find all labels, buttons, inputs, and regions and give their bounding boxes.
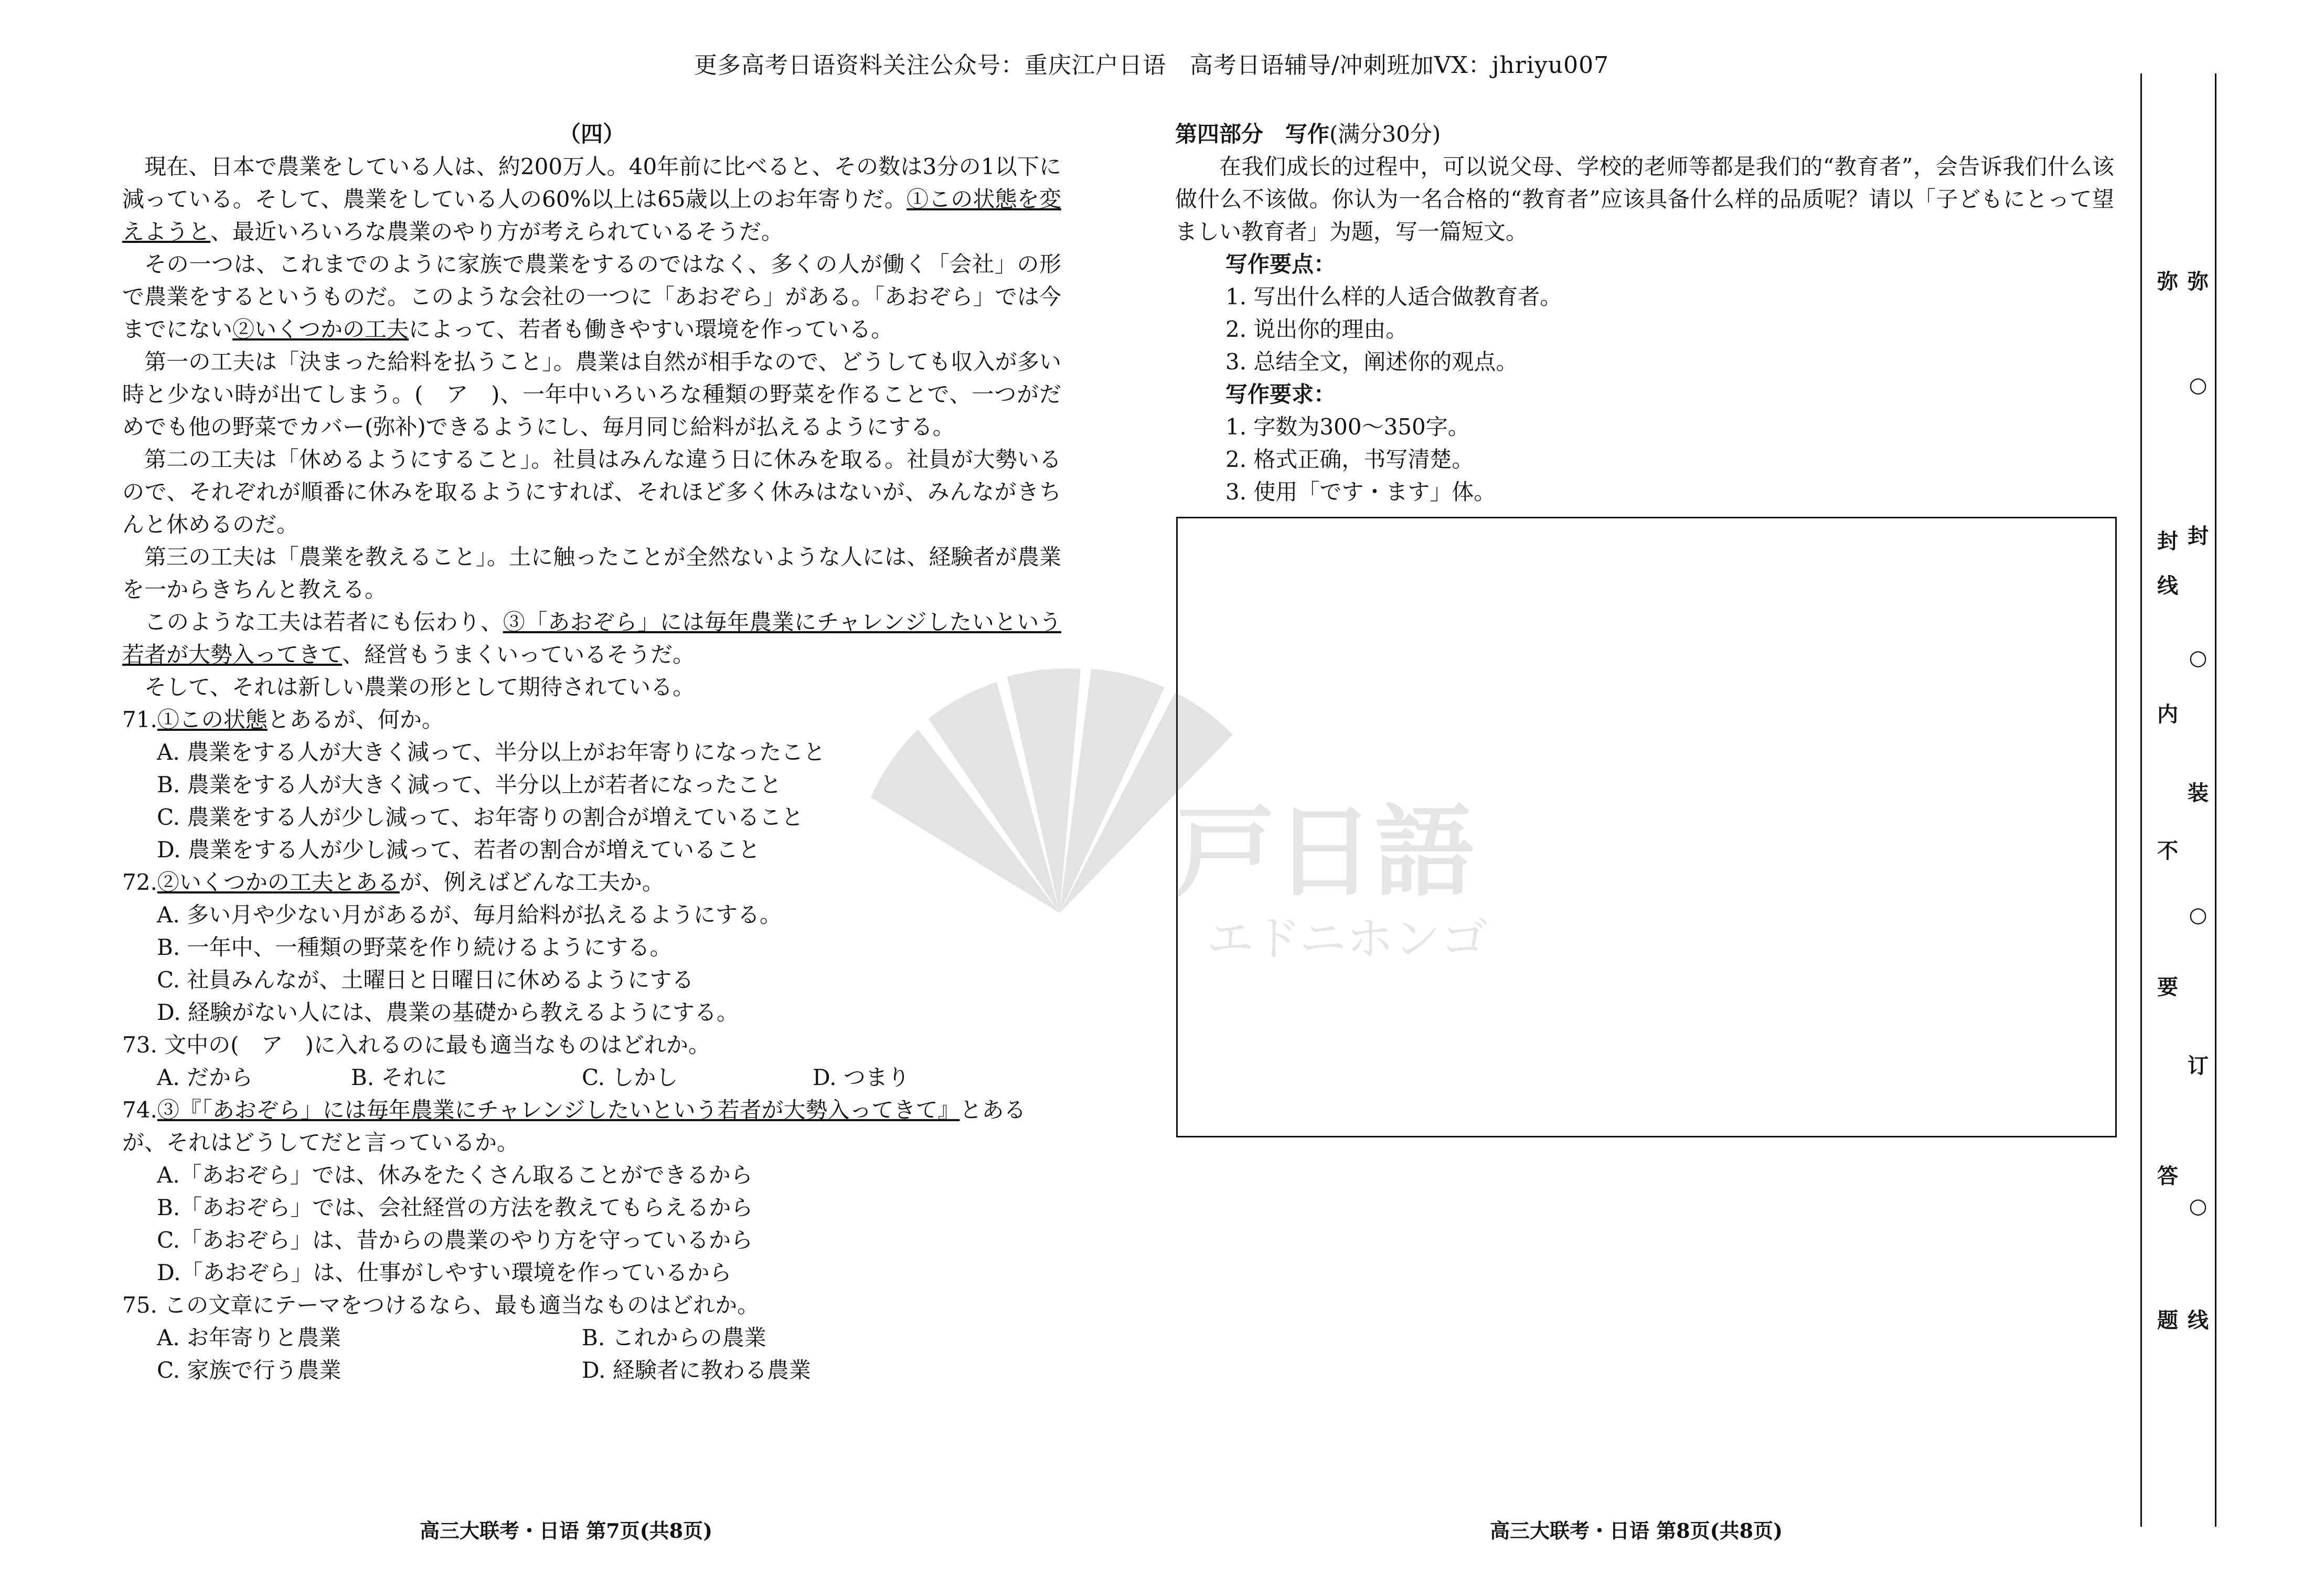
binding-circle: ○ bbox=[2189, 373, 2208, 397]
watermark-logo bbox=[839, 640, 1511, 965]
q74-option-c: C.「あおぞら」は、昔からの農業のやり方を守っているから bbox=[157, 1227, 753, 1253]
text: とあるが、それはどうしてだと言っているか。 bbox=[122, 1097, 1026, 1155]
text: によって、若者も働きやすい環境を作っている。 bbox=[409, 316, 893, 342]
underlined-phrase: ③『「あおぞら」には毎年農業にチャレンジしたいという若者が大勢入ってきて』 bbox=[157, 1097, 960, 1123]
binding-char: 封 bbox=[2188, 524, 2209, 548]
binding-circle: ○ bbox=[2189, 1194, 2208, 1218]
text: このような工夫は若者にも伝わり、 bbox=[144, 609, 503, 635]
q75-option-a: A. お年寄りと農業 bbox=[157, 1325, 342, 1350]
binding-char: 线 bbox=[2188, 1308, 2209, 1333]
requirements-title: 写作要求： bbox=[1225, 381, 1336, 407]
q74-option-a: A.「あおぞら」では、休みをたくさん取ることができるから bbox=[157, 1162, 753, 1188]
binding-char: 订 bbox=[2188, 1054, 2209, 1078]
passage-paragraph-7: そして、それは新しい農業の形として期待されている。 bbox=[144, 674, 695, 700]
watermark-sub-text: エドニホンゴ bbox=[1207, 911, 1488, 965]
q71-option-a: A. 農業をする人が大きく減って、半分以上がお年寄りになったこと bbox=[157, 739, 826, 765]
binding-char: 题 bbox=[2157, 1308, 2178, 1333]
binding-char: 弥 bbox=[2157, 269, 2178, 294]
points-title: 写作要点： bbox=[1225, 251, 1336, 277]
binding-char: 装 bbox=[2188, 781, 2209, 805]
binding-char: 答 bbox=[2157, 1164, 2178, 1188]
passage-paragraph-3: 第一の工夫は「決まった給料を払うこと」。農業は自然が相手なので、どうしても収入が多い時と少ない時が出てしまう。( ア )、一年中いろいろな種類の野菜を作ることで、一つがだめでも他の野菜でカバー(弥补)できるようにし、毎月同じ給料が払えるようにする。 bbox=[122, 349, 1061, 440]
q71-option-d: D. 農業をする人が少し減って、若者の割合が増えていること bbox=[157, 837, 761, 863]
requirement-item: 1. 字数为300～350字。 bbox=[1225, 414, 1470, 440]
footer-page-7: 高三大联考・日语 第7页(共8页) bbox=[420, 1519, 713, 1542]
point-item: 1. 写出什么样的人适合做教育者。 bbox=[1225, 284, 1562, 310]
q75-options-row-1 bbox=[157, 1322, 1061, 1354]
requirement-item: 3. 使用「です・ます」体。 bbox=[1225, 479, 1496, 505]
text: 現在、日本で農業をしている人は、約200万人。40年前に比べると、その数は3分の1以下に減っている。そして、農業をしている人の60%以上は65歳以上のお年寄りだ。 bbox=[122, 154, 1061, 212]
q74-option-b: B.「あおぞら」では、会社経営の方法を教えてもらえるから bbox=[157, 1195, 753, 1220]
part-score: (满分30分) bbox=[1329, 121, 1441, 147]
writing-points bbox=[1225, 248, 2114, 508]
q73-option-a: A. だから bbox=[157, 1065, 253, 1090]
right-column bbox=[1175, 118, 2114, 508]
text: 、経営もうまくいっているそうだ。 bbox=[342, 642, 695, 667]
q75-option-d: D. 経験者に教わる農業 bbox=[582, 1357, 811, 1383]
passage-paragraph-5: 第三の工夫は「農業を教えること」。土に触ったことが全然ないような人には、経験者が農業を一からきちんと教える。 bbox=[122, 544, 1061, 602]
underlined-phrase: ①この状態 bbox=[157, 707, 268, 732]
binding-char: 弥 bbox=[2188, 269, 2209, 294]
q72-option-d: D. 経験がない人には、農業の基礎から教えるようにする。 bbox=[157, 999, 739, 1025]
binding-line-left bbox=[2140, 73, 2142, 1527]
underlined-phrase-3: ③「あおぞら」には毎年農業にチャレンジしたいという若者が大勢入ってきて bbox=[122, 609, 1061, 667]
binding-circle: ○ bbox=[2189, 902, 2208, 927]
q74-option-d: D.「あおぞら」は、仕事がしやすい環境を作っているから bbox=[157, 1260, 732, 1285]
binding-char: 要 bbox=[2157, 975, 2178, 999]
q75-option-c: C. 家族で行う農業 bbox=[157, 1357, 342, 1383]
part-title: 第四部分 写作 bbox=[1175, 121, 1330, 147]
passage-paragraph-1 bbox=[122, 151, 1061, 248]
q71-option-b: B. 農業をする人が大きく減って、半分以上が若者になったこと bbox=[157, 772, 782, 797]
question-73: 73. 文中の( ア )に入れるのに最も適当なものはどれか。 bbox=[122, 1032, 710, 1058]
q72-option-a: A. 多い月や少ない月があるが、毎月給料が払えるようにする。 bbox=[157, 902, 782, 928]
passage-paragraph-2 bbox=[122, 248, 1061, 346]
section-title: （四） bbox=[558, 121, 625, 147]
q75-option-b: B. これからの農業 bbox=[582, 1325, 766, 1350]
point-item: 2. 说出你的理由。 bbox=[1225, 316, 1408, 342]
q73-option-b: B. それに bbox=[351, 1065, 447, 1090]
question-number: 72. bbox=[122, 869, 157, 895]
page-header: 更多高考日语资料关注公众号：重庆江户日语 高考日语辅导/冲刺班加VX：jhriyu007 bbox=[694, 52, 1609, 79]
writing-section-title bbox=[1175, 118, 2114, 151]
binding-char: 不 bbox=[2157, 838, 2178, 863]
requirement-item: 2. 格式正确，书写清楚。 bbox=[1225, 446, 1474, 472]
binding-circle: ○ bbox=[2189, 645, 2208, 670]
text: とあるが、何か。 bbox=[267, 707, 444, 732]
q71-option-c: C. 農業をする人が少し減って、お年寄りの割合が増えていること bbox=[157, 804, 804, 830]
writing-prompt: 在我们成长的过程中，可以说父母、学校的老师等都是我们的“教育者”，会告诉我们什么该做什么不该做。你认为一名合格的“教育者”应该具备什么样的品质呢？请以「子どもにとって望ましい教育者」为题，写一篇短文。 bbox=[1175, 154, 2114, 244]
point-item: 3. 总结全文，阐述你的观点。 bbox=[1225, 349, 1518, 375]
watermark-main-text: 戸日語 bbox=[1175, 794, 1475, 910]
binding-char: 线 bbox=[2157, 573, 2178, 598]
binding-char: 封 bbox=[2157, 529, 2178, 554]
question-74 bbox=[122, 1094, 1061, 1159]
q73-option-c: C. しかし bbox=[582, 1065, 678, 1090]
question-number: 74. bbox=[122, 1097, 157, 1123]
text: が、例えばどんな工夫か。 bbox=[399, 869, 664, 895]
question-75: 75. この文章にテーマをつけるなら、最も適当なものはどれか。 bbox=[122, 1292, 760, 1318]
underlined-phrase: ②いくつかの工夫とある bbox=[157, 869, 400, 895]
q72-option-b: B. 一年中、一種類の野菜を作り続けるようにする。 bbox=[157, 934, 672, 960]
binding-char: 内 bbox=[2157, 702, 2178, 727]
q75-options-row-2 bbox=[157, 1354, 1061, 1387]
q73-options bbox=[157, 1061, 1061, 1094]
footer-page-8: 高三大联考・日语 第8页(共8页) bbox=[1490, 1519, 1783, 1542]
passage-paragraph-4: 第二の工夫は「休めるようにすること」。社員はみんな違う日に休みを取る。社員が大勢いるので、それぞれが順番に休みを取るようにすれば、それほど多く休みはないが、みんながきちんと休めるのだ。 bbox=[122, 446, 1061, 537]
underlined-phrase-1: ①この状態を変えようと bbox=[122, 186, 1061, 244]
binding-line-right bbox=[2215, 73, 2216, 1527]
text: その一つは、これまでのように家族で農業をするのではなく、多くの人が働く「会社」の形で農業をするというものだ。このような会社の一つに「あおぞら」がある。「あおぞら」では今までにない bbox=[122, 251, 1061, 342]
q73-option-d: D. つまり bbox=[813, 1065, 910, 1090]
text: 、最近いろいろな農業のやり方が考えられているそうだ。 bbox=[210, 219, 784, 244]
question-number: 71. bbox=[122, 707, 157, 732]
underlined-phrase-2: ②いくつかの工夫 bbox=[232, 316, 409, 342]
q72-option-c: C. 社員みんなが、土曜日と日曜日に休めるようにする bbox=[157, 967, 694, 993]
